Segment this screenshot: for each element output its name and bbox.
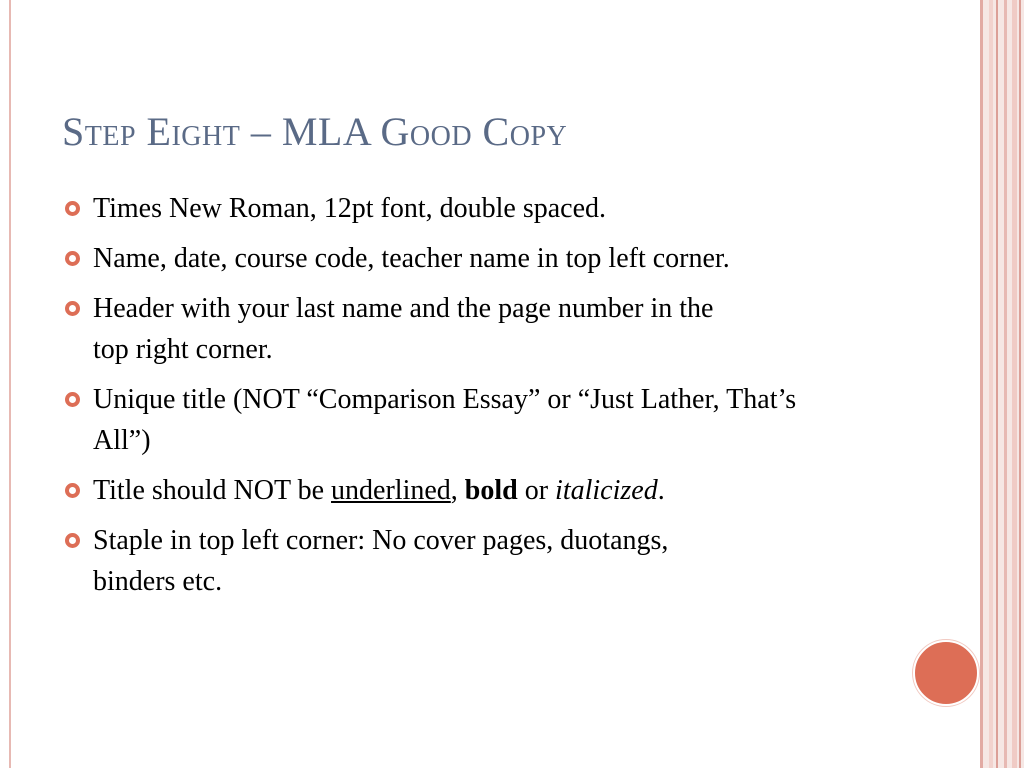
bullet-text-end: . xyxy=(657,475,665,506)
decorative-stripe xyxy=(989,0,993,768)
ring-bullet-icon xyxy=(64,482,81,499)
bullet-item xyxy=(64,520,894,602)
italic-word: italicized xyxy=(555,475,658,506)
decorative-circle xyxy=(913,640,979,706)
bullet-text: Header with your last name and the page number in the top right corner. xyxy=(93,293,714,365)
bullet-item xyxy=(64,470,894,511)
decorative-stripe xyxy=(1019,0,1021,768)
bullet-text-prefix: Title should NOT be xyxy=(93,475,332,506)
bullet-item xyxy=(64,379,894,461)
ring-bullet-icon xyxy=(64,300,81,317)
decorative-stripe xyxy=(980,0,983,768)
ring-bullet-icon xyxy=(64,532,81,549)
left-border-line xyxy=(9,0,11,768)
bullet-list xyxy=(64,188,894,611)
decorative-stripe xyxy=(1012,0,1017,768)
bullet-item xyxy=(64,288,894,370)
ring-bullet-icon xyxy=(64,250,81,267)
right-decorative-band xyxy=(980,0,1024,768)
bullet-text-separator: or xyxy=(517,475,556,506)
ring-bullet-icon xyxy=(64,391,81,408)
bold-word: bold xyxy=(464,475,518,506)
slide-title: Step Eight – MLA Good Copy xyxy=(62,109,568,154)
underlined-word: underlined xyxy=(331,475,451,506)
decorative-stripe xyxy=(1004,0,1007,768)
bullet-item xyxy=(64,238,894,279)
ring-bullet-icon xyxy=(64,200,81,217)
bullet-item xyxy=(64,188,894,229)
bullet-text: Name, date, course code, teacher name in top left corner. xyxy=(93,243,730,274)
bullet-text: Times New Roman, 12pt font, double spaced. xyxy=(93,193,607,224)
decorative-stripe xyxy=(996,0,998,768)
bullet-text: Unique title (NOT “Comparison Essay” or “Just Lather, That’s All”) xyxy=(93,384,797,456)
bullet-text: Staple in top left corner: No cover pages, duotangs, binders etc. xyxy=(93,525,669,597)
bullet-text-separator: , xyxy=(450,475,465,506)
